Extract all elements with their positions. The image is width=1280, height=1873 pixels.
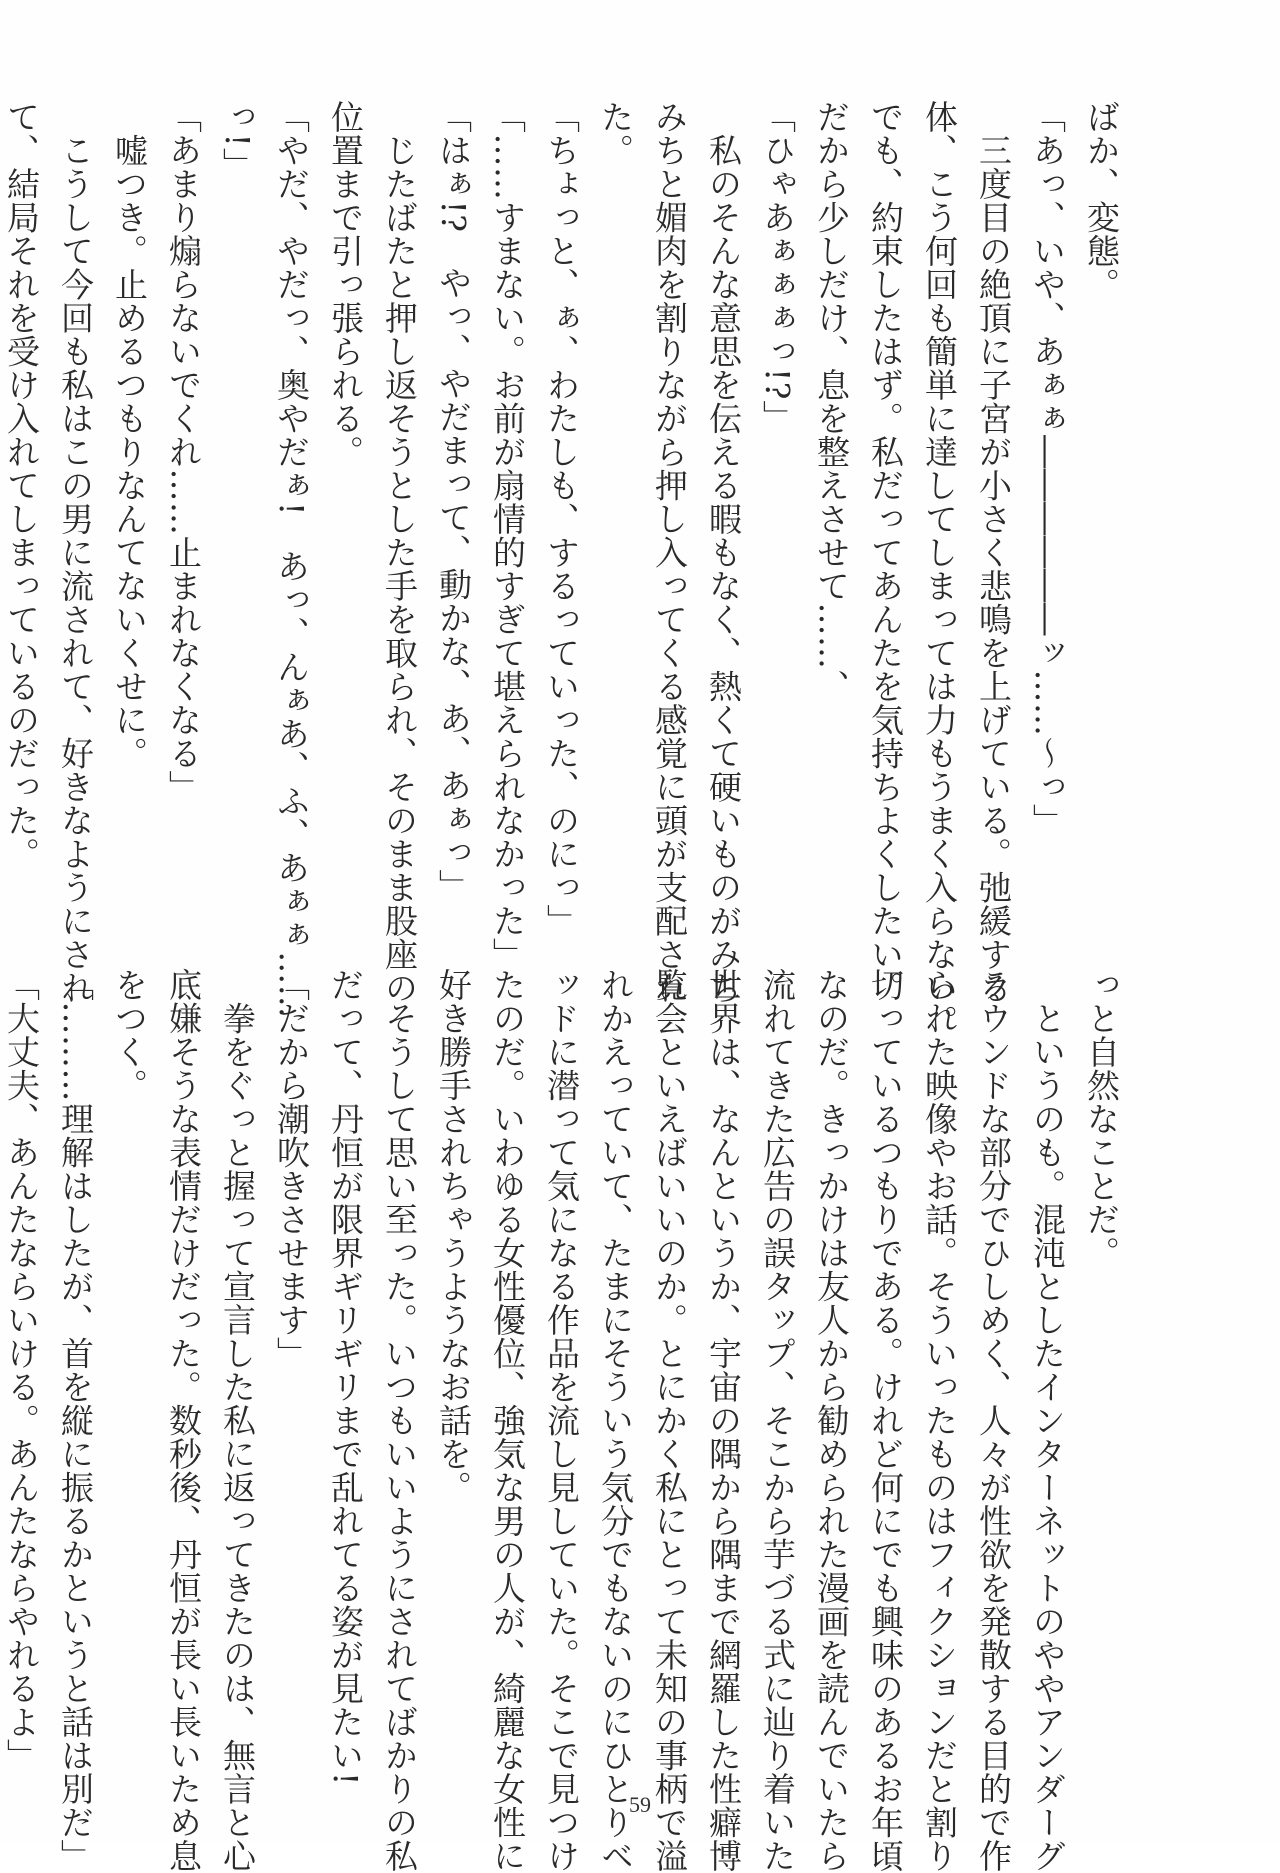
- text-line: 三度目の絶頂に子宮が小さく悲鳴を上げている。弛緩する: [974, 100, 1013, 1005]
- text-line: だから少しだけ、息を整えさせて……、: [812, 100, 851, 703]
- text-line: 「はぁ!? やっ、やだまって、動かな、あ、あぁっ」: [434, 100, 473, 903]
- text-line: 「………理解はしたが、首を縦に振るかというと話は別だ」: [56, 968, 95, 1873]
- text-line: 世界は、なんというか、宇宙の隅から隅まで網羅した性癖博: [704, 968, 743, 1873]
- text-line: こうして今回も私はこの男に流されて、好きなようにされ: [56, 100, 95, 1005]
- text-line: 位置まで引っ張られる。: [326, 100, 365, 469]
- text-line: 拳をぐっと握って宣言した私に返ってきたのは、無言と心: [218, 968, 257, 1873]
- text-line: っと自然なことだ。: [1082, 968, 1121, 1270]
- text-line: をつく。: [110, 968, 149, 1102]
- text-line: ッドに潜って気になる作品を流し見していた。そこで見つけ: [542, 968, 581, 1873]
- text-line: 「大丈夫、あんたならいける。あんたならやれるよ」: [2, 968, 41, 1772]
- text-line: 「……すまない。お前が扇情的すぎて堪えられなかった」: [488, 100, 527, 971]
- text-line: れかえっていて、たまにそういう気分でもないのにひとりベ: [596, 968, 635, 1873]
- text-line: ばか、変態。: [1082, 100, 1121, 301]
- text-line: 底嫌そうな表情だけだった。数秒後、丹恒が長い長いため息: [164, 968, 203, 1873]
- text-line: 流れてきた広告の誤タップ、そこから芋づる式に辿り着いた: [758, 968, 797, 1873]
- text-line: 「あっ、いや、あぁぁ――――――ッ……〜っ」: [1028, 100, 1067, 837]
- text-line: たのだ。いわゆる女性優位、強気な男の人が、綺麗な女性に: [488, 968, 527, 1873]
- text-line: っ!」: [218, 100, 257, 181]
- text-line: ラウンドな部分でひしめく、人々が性欲を発散する目的で作: [974, 968, 1013, 1873]
- text-line: 私のそんな意思を伝える暇もなく、熱くて硬いものがみち: [704, 100, 743, 1005]
- text-line: なのだ。きっかけは友人から勧められた漫画を読んでいたら: [812, 968, 851, 1873]
- text-line: でも、約束したはず。私だってあんたを気持ちよくしたい。: [866, 100, 905, 1005]
- text-line: 「ひゃあぁぁぁっ!?」: [758, 100, 797, 434]
- text-line: そうして思い至った。いつもいいようにされてばかりの私: [380, 968, 419, 1873]
- text-line: 「やだ、やだっ、奥やだぁ! あっ、んぁあ、ふ、あぁぁ……: [272, 100, 311, 1019]
- text-line: 覧会といえばいいのか。とにかく私にとって未知の事柄で溢: [650, 968, 689, 1873]
- text-line: みちと媚肉を割りながら押し入ってくる感覚に頭が支配され: [650, 100, 689, 1005]
- text-line: られた映像やお話。そういったものはフィクションだと割り: [920, 968, 959, 1873]
- text-line: 「あまり煽らないでくれ……止まれなくなる」: [164, 100, 203, 804]
- text-line: 体、こう何回も簡単に達してしまっては力もうまく入らない。: [920, 100, 959, 1038]
- text-line: て、結局それを受け入れてしまっているのだった。: [2, 100, 41, 871]
- page-number: 59: [629, 1792, 651, 1817]
- text-line: というのも。混沌としたインターネットのややアンダーグ: [1028, 968, 1067, 1873]
- text-line: 「だから潮吹きさせます」: [272, 968, 311, 1370]
- text-line: だって、丹恒が限界ギリギリまで乱れてる姿が見たい!: [326, 968, 365, 1786]
- text-line: じたばたと押し返そうとした手を取られ、そのまま股座の: [380, 100, 419, 1005]
- text-line: た。: [596, 100, 635, 167]
- text-line: 嘘つき。止めるつもりなんてないくせに。: [110, 100, 149, 770]
- text-line: 好き勝手されちゃうようなお話を。: [434, 968, 473, 1504]
- text-line: 切っているつもりである。けれど何にでも興味のあるお年頃: [866, 968, 905, 1873]
- text-line: 「ちょっと、ぁ、わたしも、するっていった、のにっ」: [542, 100, 581, 938]
